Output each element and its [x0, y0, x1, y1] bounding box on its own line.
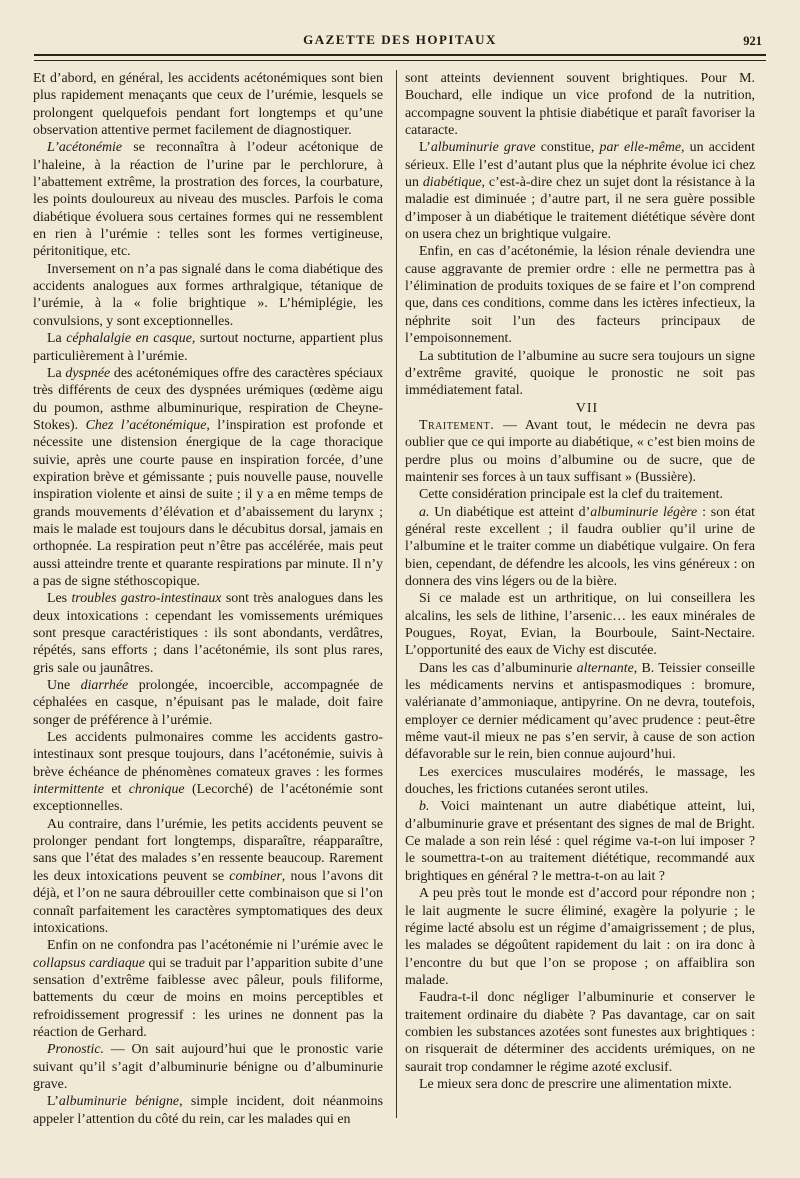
- paragraph: [33, 729, 383, 816]
- italic-term: albuminurie légère: [590, 504, 698, 520]
- paragraph-text: , c’est-à-dire chez un sujet dont la résistance à la maladie est diminuée ; d’autre part, il ne sera guère possible d’imposer à un diabétique le traitement diététique sévère dont on usera chez un brightique vulgaire.: [405, 175, 755, 243]
- paragraph-text: La: [47, 331, 67, 347]
- paragraph-text: Une: [47, 678, 81, 694]
- paragraph: [405, 660, 755, 764]
- paragraph-text: : son état général reste excellent ; il faudra oublier qu’il urine de l’albumine et le traiter comme un diabétique vulgaire. On fera bien, cependant, de défendre les alcools, les vins généreux : on donnera des vins légers ou de la bière.: [405, 504, 755, 589]
- header-rule-thick: [34, 54, 766, 56]
- paragraph-text: A peu près tout le monde est d’accord pour répondre non ; le lait augmente le sucre éliminé, exagère la polyurie ; le régime lacté absolu est un régime d’amaigrissement ; de plus, les malades se dégoûtent rapidement du lait : on ira donc à l’encontre du but que l’on se propose ; on affaiblira son malade.: [405, 886, 755, 988]
- paragraph: [33, 365, 383, 590]
- running-title: GAZETTE DES HOPITAUX: [303, 32, 497, 47]
- right-column: [405, 70, 755, 1093]
- paragraph-text: constitue,: [535, 140, 600, 156]
- paragraph-text: Si ce malade est un arthritique, on lui conseillera les alcalins, les sels de lithine, l’arsenic… les eaux minérales de Pougues, Royat, Evian, la Bourboule, Saint-Nectaire. L’opportunité des eaux de Vichy est discutée.: [405, 591, 755, 659]
- italic-term: diabétique: [422, 175, 482, 191]
- italic-term: diarrhée: [80, 678, 129, 694]
- paragraph-text: , un accident sérieux. Elle l’est d’autant plus que la néphrite évolue ici chez un: [405, 140, 755, 191]
- paragraph-text: Les exercices musculaires modérés, le massage, les douches, les frictions cutanées seront utiles.: [405, 764, 755, 798]
- paragraph: [33, 1041, 383, 1093]
- paragraph: [405, 486, 755, 503]
- paragraph-text: des acétonémiques offre des caractères spéciaux très différents de ceux des dyspnées urémiques (œdème aigu du poumon, asthme albuminurique, respiration de Cheyne-Stokes).: [33, 365, 384, 433]
- item-marker: b.: [419, 799, 430, 815]
- paragraph: [33, 816, 383, 937]
- italic-term: Pronostic.: [47, 1042, 104, 1058]
- italic-term: intermittente: [33, 782, 104, 798]
- page-number: 921: [743, 34, 762, 48]
- italic-term: alternante: [576, 660, 634, 676]
- paragraph-text: prolongée, incoercible, accompagnée de céphalées en casque, n’épuisant pas le malade, doit faire songer de préférence à l’urémie.: [33, 678, 383, 728]
- paragraph: [405, 348, 755, 400]
- paragraph-text: sont atteints deviennent souvent brightiques. Pour M. Bouchard, elle indique un vice profond de la nutrition, accompagne souvent la phtisie diabétique et paraît favoriser la cataracte.: [405, 71, 755, 139]
- paragraph-text: L’: [419, 140, 431, 156]
- italic-term: chronique: [128, 782, 185, 798]
- section-title: Traitement.: [419, 417, 495, 433]
- paragraph: [33, 937, 383, 1041]
- paragraph-text: qui se traduit par l’apparition subite d’une sensation d’extrême faiblesse avec pâleur, pouls filiforme, battements du cœur de moins en moins perceptibles et refroidissement progressif : les urines ne donnent pas la réaction de Gerhard.: [33, 955, 383, 1040]
- paragraph-text: Cette considération principale est la clef du traitement.: [419, 487, 723, 503]
- paragraph: [405, 417, 755, 486]
- column-divider: [396, 70, 397, 1118]
- item-marker: a.: [419, 504, 430, 520]
- paragraph: [33, 1093, 383, 1128]
- paragraph-text: Les: [47, 591, 72, 607]
- paragraph-text: , B. Teissier conseille les médicaments nervins et antispasmodiques : bromure, valérianate d’ammoniaque, antipyrine. On ne devra, toutefois, employer ce dernier médicament qu’avec prudence : peut-être même vaut-il mieux ne pas s’en servir, à cause de son action défavorable sur le rein, bien connue aujourd’hui.: [405, 660, 756, 763]
- italic-term: céphalalgie en casque: [66, 331, 192, 347]
- left-column: [33, 70, 383, 1128]
- paragraph: [33, 70, 383, 139]
- section-heading: VII: [575, 400, 599, 416]
- italic-term: collapsus cardiaque: [33, 955, 145, 971]
- paragraph-text: Voici maintenant un autre diabétique atteint, lui, d’albuminurie grave et présentant des signes de mal de Bright. Ce malade a son rein lésé : quel régime va-t-on lui imposer ? le soumettra-t-on au traitement diététique, recommandé aux brightiques en général ? le mettra-t-on au lait ?: [405, 799, 755, 884]
- paragraph: [33, 261, 383, 330]
- paragraph-text: L’: [47, 1094, 59, 1110]
- paragraph: [405, 70, 755, 139]
- paragraph-text: Le mieux sera donc de prescrire une alimentation mixte.: [419, 1076, 732, 1092]
- paragraph: [33, 139, 383, 260]
- paragraph-text: se reconnaîtra à l’odeur acétonique de l’haleine, à la réaction de l’urine par le perchlorure, à l’abattement extrême, la prostration des forces, la courbature, les points douloureux au niveau des muscles. Parfois le coma diabétique évoluera sous certaines formes qui ne ressemblent en rien à l’urémie : telles sont les formes vertigineuse, péritonitique, etc.: [33, 140, 383, 260]
- paragraph-text: Un diabétique est atteint d’: [429, 504, 591, 520]
- paragraph-text: , surtout nocturne, appartient plus particulièrement à l’urémie.: [33, 331, 383, 364]
- paragraph: [405, 798, 755, 885]
- italic-term: par elle-même: [599, 140, 682, 156]
- italic-term: dyspnée: [65, 365, 111, 381]
- paragraph-text: , nous l’avons dit déjà, et l’on ne saura débrouiller cette combinaison que si l’on connaît parfaitement les caractères symptomatiques des deux intoxications.: [33, 868, 383, 936]
- paragraph-text: Les accidents pulmonaires comme les accidents gastro-intestinaux sont presque toujours, dans l’acétonémie, suivis à brève échéance de phénomènes comateux graves : les formes: [33, 730, 383, 780]
- paragraph-text: — Avant tout, le médecin ne devra pas oublier que ce qui importe au diabétique, « c’est bien moins de perdre plus ou moins d’albumine ou de sucre, que de maintenir ses forces à un taux suffisant » (Bussière).: [405, 417, 755, 485]
- paragraph-text: La: [47, 365, 66, 381]
- paragraph-text: sont très analogues dans les deux intoxications : cependant les vomissements urémiques sont presque caractéristiques : ils sont abondants, verdâtres, répétés, sans efforts ; dans l’acétonémie, ils sont plus rares, gris sale ou jaunâtres.: [33, 591, 384, 676]
- header-rule-thin: [34, 60, 766, 61]
- paragraph-text: Et d’abord, en général, les accidents acétonémiques sont bien plus rapidement menaçants que ceux de l’urémie, lesquels se prolongent quelquefois pendant fort longtemps et qu’une observation attentive permet facilement de diagnostiquer.: [33, 71, 383, 139]
- italic-term: albuminurie bénigne: [58, 1094, 180, 1110]
- paragraph: [405, 989, 755, 1076]
- paragraph-text: La subtitution de l’albumine au sucre sera toujours un signe d’extrême gravité, quoique le pronostic ne soit pas immédiatement fatal.: [405, 348, 755, 399]
- paragraph: [33, 590, 383, 677]
- italic-term: L’acétonémie: [47, 140, 123, 156]
- paragraph: [405, 243, 755, 347]
- paragraph-text: Dans les cas d’albuminurie: [419, 660, 577, 676]
- italic-term: albuminurie grave: [430, 140, 536, 156]
- italic-term: combiner: [229, 868, 282, 884]
- paragraph: [405, 139, 755, 243]
- paragraph-text: Faudra-t-il donc négliger l’albuminurie et conserver le traitement ordinaire du diabète ? Pas davantage, car on sait combien les substances azotées sont funestes aux brightiques : on risquerait de déterminer des accidents urémiques, on ne saurait trop condamner le régime azoté exclusif.: [405, 990, 755, 1075]
- italic-term: troubles gastro-intestinaux: [71, 591, 222, 607]
- paragraph: [405, 764, 755, 799]
- paragraph: [33, 677, 383, 729]
- paragraph-text: Inversement on n’a pas signalé dans le coma diabétique des accidents analogues aux formes arthralgique, tétanique de l’urémie, à la « folie brightique ». L’hémiplégie, les convulsions, y sont exceptionnelles.: [33, 261, 383, 329]
- paragraph-text: et: [103, 782, 129, 798]
- paragraph-text: , l’inspiration est profonde et nécessite une distension énergique de la cage thoracique suivie, après une courte pause en inspiration forcée, d’une expiration brève et gémissante ; puis nouvelle pause, nouvelle inspiration violente et ainsi de suite ; il y a en même temps de grands mouvements d’élévation et d’abaissement du larynx ; mais le malade est toujours dans le décubitus dorsal, jamais en orthopnée. La respiration peut n’être pas accélérée, mais peut aussi atteindre trente et quarante respirations par minute. Il n’y a pas de signe stéthoscopique.: [33, 417, 383, 589]
- paragraph-text: Enfin on ne confondra pas l’acétonémie ni l’urémie avec le: [47, 938, 383, 954]
- paragraph: [405, 504, 755, 591]
- paragraph-text: Au contraire, dans l’urémie, les petits accidents peuvent se prolonger pendant fort longtemps, disparaître, réapparaître, sans que l’état des malades s’en ressente beaucoup. Rarement les deux intoxications peuvent se: [33, 816, 383, 884]
- italic-term: Chez l’acétonémique: [85, 417, 207, 433]
- paragraph: [405, 885, 755, 989]
- paragraph-text: (Lecorché) de l’acétonémie sont exceptionnelles.: [33, 782, 383, 815]
- paragraph-text: , simple incident, doit néanmoins appeler l’attention du côté du rein, car les malades qui en: [33, 1094, 383, 1127]
- paragraph: [405, 1076, 755, 1093]
- paragraph: [33, 330, 383, 365]
- page-header: [30, 30, 770, 50]
- paragraph: [405, 590, 755, 659]
- paragraph-text: — On sait aujourd’hui que le pronostic varie suivant qu’il s’agit d’albuminurie bénigne ou d’albuminurie grave.: [33, 1042, 383, 1092]
- paragraph-text: Enfin, en cas d’acétonémie, la lésion rénale deviendra une cause aggravante de premier ordre : elle ne permettra pas à l’élimination de produits toxiques de se faire et l’on comprend que, dans ces conditions, comme dans les ictères infectieux, la néphrite soit l’un des facteurs principaux de l’empoisonnement.: [405, 244, 755, 347]
